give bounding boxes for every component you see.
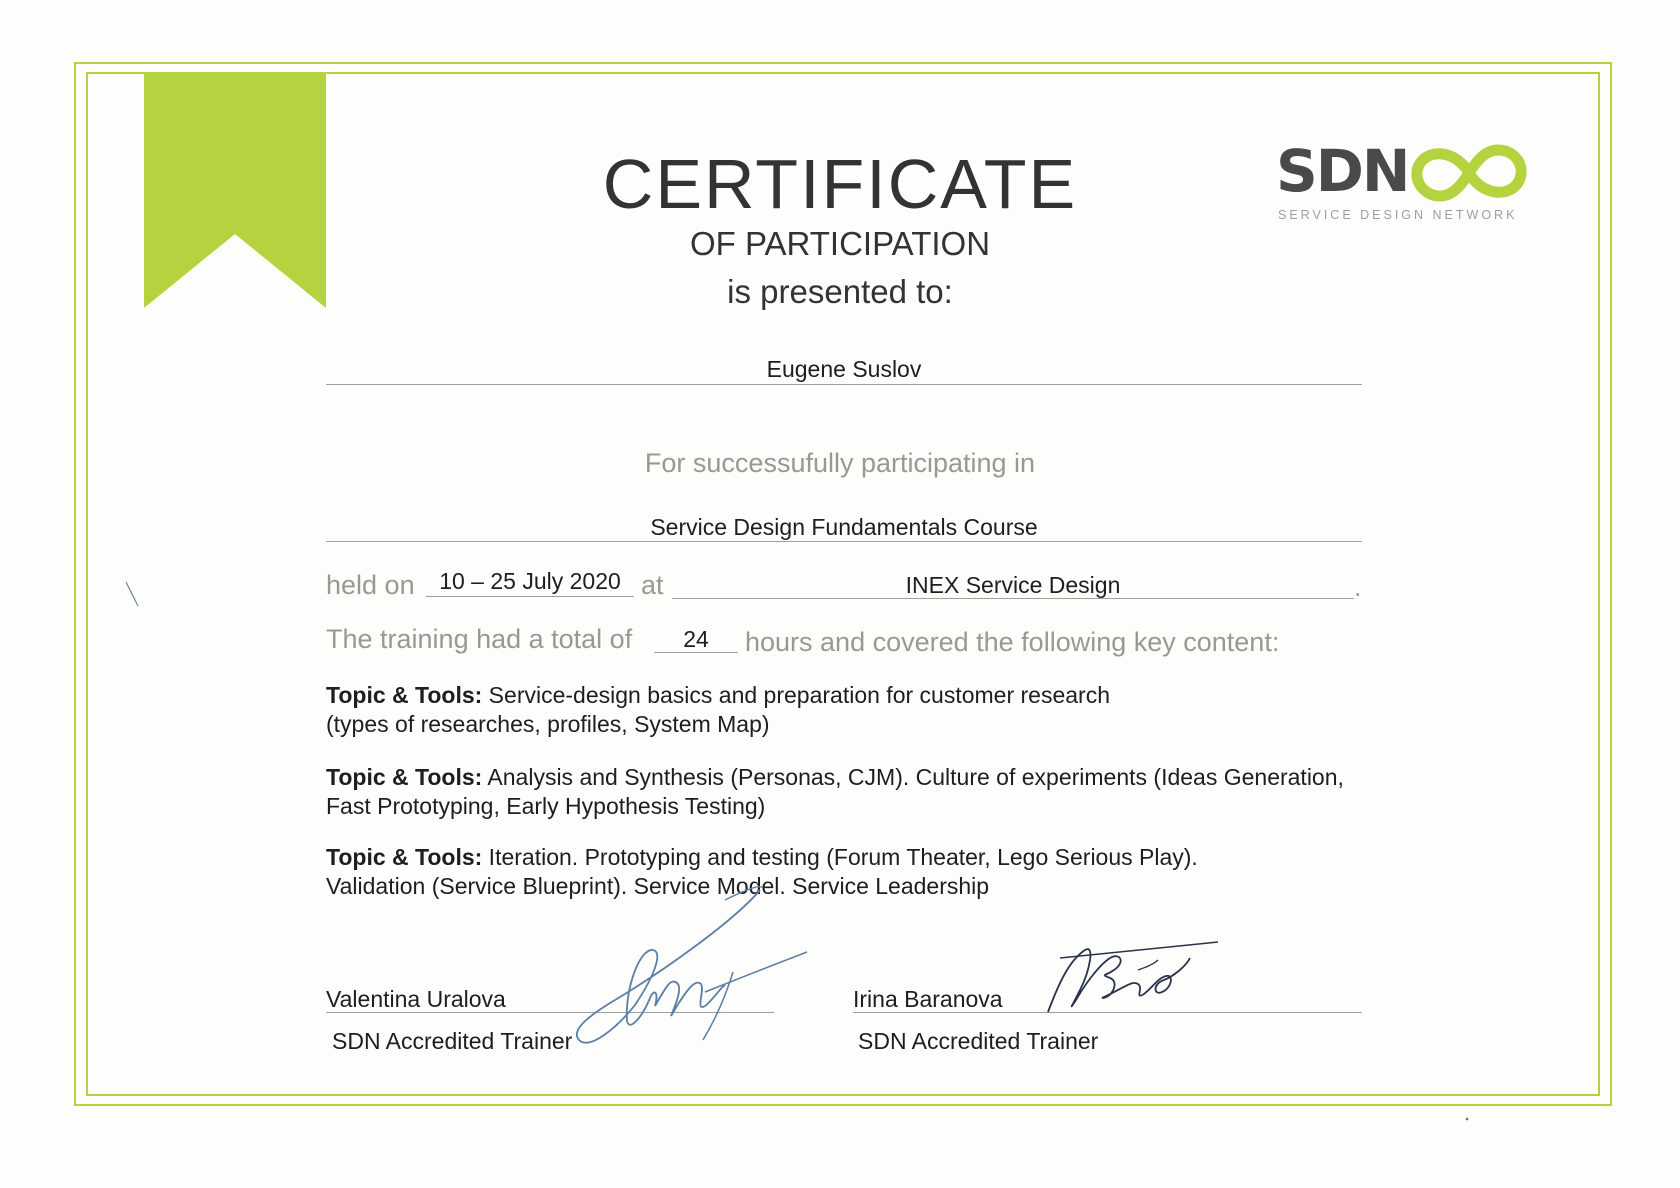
topic-text: Analysis and Synthesis (Personas, CJM). Culture of experiments (Ideas Generation, — [482, 764, 1344, 790]
presented-to-text: is presented to: — [727, 273, 953, 310]
signature-irina-icon — [1040, 940, 1220, 1020]
venue-name: INEX Service Design — [905, 572, 1121, 598]
topic-label: Topic & Tools: — [326, 844, 483, 870]
certificate-subtitle: OF PARTICIPATION — [689, 225, 991, 262]
hours-line — [654, 652, 738, 653]
topic-block — [326, 681, 1110, 739]
total-hours-prefix: The training had a total of — [326, 624, 633, 654]
signatory-name: Irina Baranova — [853, 986, 1003, 1012]
venue-line — [672, 598, 1354, 599]
topic-text: Service-design basics and preparation for customer research — [482, 682, 1110, 708]
signature-valentina-icon — [555, 880, 815, 1055]
recipient-line — [326, 384, 1362, 385]
topic-text-continued: (types of researches, profiles, System Map) — [326, 711, 770, 737]
participation-text: For successufully participating in — [644, 448, 1036, 478]
signatory-name: Valentina Uralova — [326, 986, 506, 1012]
topic-label: Topic & Tools: — [326, 764, 483, 790]
total-hours-suffix: hours and covered the following key content: — [745, 627, 1280, 657]
logo-subtitle: SERVICE DESIGN NETWORK — [1278, 208, 1518, 222]
recipient-name: Eugene Suslov — [766, 356, 922, 382]
signatory-role: SDN Accredited Trainer — [858, 1028, 1099, 1054]
dates-line — [426, 596, 634, 597]
topic-text-continued: Validation (Service Blueprint). Service Model. Service Leadership — [326, 873, 990, 899]
at-label: at — [641, 570, 664, 600]
signatory-role: SDN Accredited Trainer — [332, 1028, 573, 1054]
course-line — [326, 541, 1362, 542]
scan-dot-icon — [1464, 1116, 1470, 1122]
course-name: Service Design Fundamentals Course — [650, 514, 1038, 540]
certificate-title: CERTIFICATE — [602, 145, 1078, 223]
topic-block — [326, 763, 1344, 821]
topic-text-continued: Fast Prototyping, Early Hypothesis Testing) — [326, 793, 766, 819]
logo-text: SDN — [1276, 137, 1409, 205]
topic-label: Topic & Tools: — [326, 682, 483, 708]
held-on-label: held on — [326, 570, 415, 600]
venue-period: . — [1354, 572, 1362, 602]
scan-mark-icon — [124, 580, 144, 610]
topic-text: Iteration. Prototyping and testing (Forum Theater, Lego Serious Play). — [482, 844, 1198, 870]
course-dates: 10 – 25 July 2020 — [439, 568, 621, 594]
total-hours-value: 24 — [683, 626, 709, 652]
